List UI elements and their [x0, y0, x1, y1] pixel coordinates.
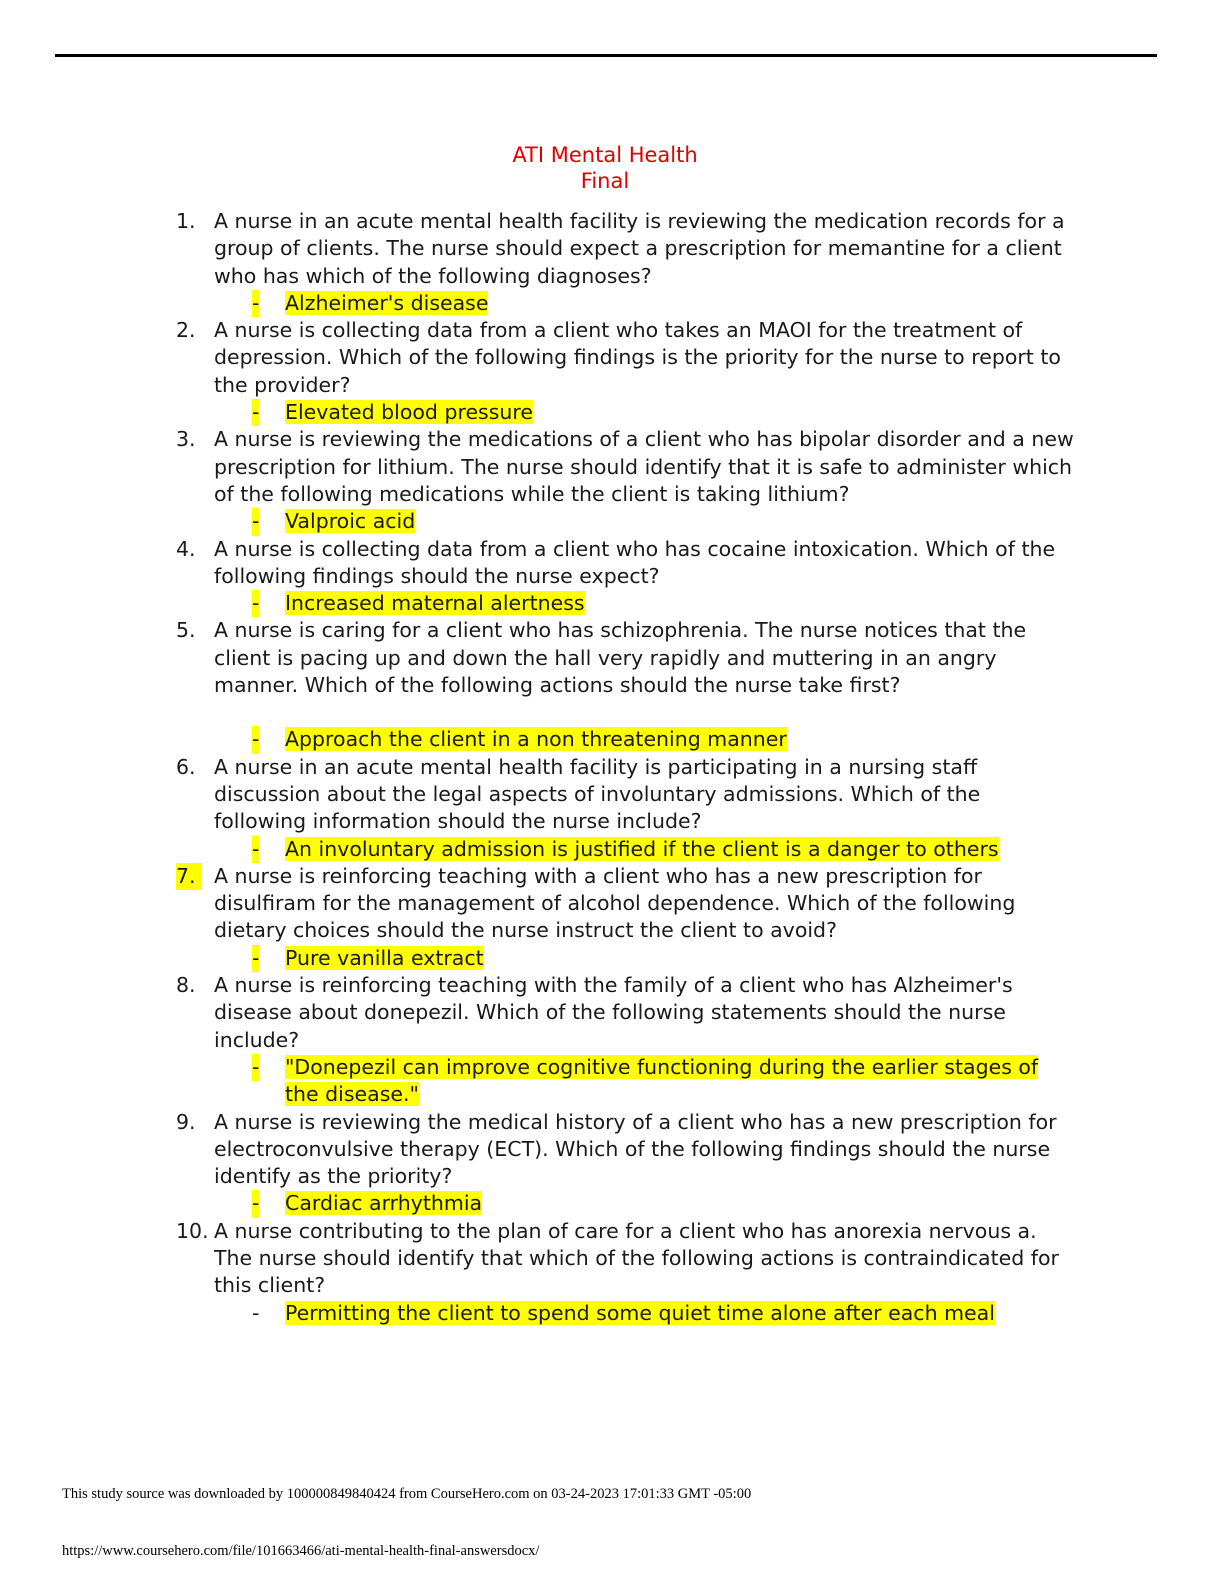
answer-9: [0, 1190, 1224, 1217]
question-number: 4.: [176, 536, 196, 561]
answer-4: [0, 590, 1224, 617]
answer-3: [0, 508, 1224, 535]
question-3: [0, 426, 1074, 508]
answer-10: [0, 1300, 1224, 1327]
document-subtitle: Final: [580, 169, 630, 193]
answer-text: Alzheimer's disease: [285, 290, 489, 315]
answer-text: Permitting the client to spend some quiet time alone after each meal: [285, 1300, 995, 1325]
question-number: 8.: [176, 973, 196, 998]
question-text: A nurse is reviewing the medications of a client who has bipolar disorder and a new prescription for lithium. The nurse should identify that it is safe to administer which of the following medications while the client is taking lithium?: [214, 427, 1074, 506]
answer-dash: -: [252, 836, 259, 863]
question-number: 7.: [176, 863, 202, 890]
question-text: A nurse is collecting data from a client who takes an MAOI for the treatment of depression. Which of the following findings is the priority for the nurse to report to the provider?: [214, 318, 1061, 397]
question-text: A nurse is reviewing the medical history of a client who has a new prescription for electroconvulsive therapy (ECT). Which of the following findings should the nurse identify as the priority?: [214, 1109, 1057, 1189]
question-text: A nurse is caring for a client who has schizophrenia. The nurse notices that the client is pacing up and down the hall very rapidly and muttering in an angry manner. Which of the following actions should the nurse take first?: [214, 618, 1027, 698]
answer-6: [0, 836, 1224, 863]
answer-dash: -: [252, 508, 259, 535]
question-2: [0, 317, 1074, 399]
source-url[interactable]: https://www.coursehero.com/file/101663466/ati-mental-health-final-answersdocx/: [62, 1543, 540, 1559]
question-7: [0, 863, 1074, 945]
top-rule: [55, 54, 1157, 57]
answer-dash: -: [252, 1190, 259, 1217]
answer-text: Valproic acid: [285, 509, 416, 534]
question-1: [0, 208, 1074, 290]
question-text: A nurse is collecting data from a client who has cocaine intoxication. Which of the following findings should the nurse expect?: [214, 536, 1056, 588]
question-6: [0, 754, 1074, 836]
question-number: 6.: [176, 754, 196, 779]
question-4: [0, 536, 1074, 591]
question-9: [0, 1109, 1074, 1191]
answer-text: Pure vanilla extract: [285, 945, 484, 970]
answer-7: [0, 945, 1224, 972]
answer-1: [0, 290, 1224, 317]
question-list: [0, 208, 1224, 1327]
question-number: 9.: [176, 1109, 196, 1134]
answer-dash: -: [252, 399, 259, 426]
answer-5: [0, 726, 1224, 753]
answer-text: Approach the client in a non threatening manner: [285, 727, 787, 752]
answer-dash: -: [252, 945, 259, 972]
answer-dash: -: [252, 290, 259, 317]
question-text: A nurse is reinforcing teaching with a client who has a new prescription for disulfiram for the management of alcohol dependence. Which of the following dietary choices should the nurse instruct the client to avoid?: [214, 863, 1016, 943]
download-note: This study source was downloaded by 100000849840424 from CourseHero.com on 03-24-2023 17:01:33 GMT -05:00: [62, 1486, 752, 1502]
answer-dash: -: [252, 726, 259, 753]
question-text: A nurse in an acute mental health facility is participating in a nursing staff discussion about the legal aspects of involuntary admissions. Which of the following information should the nurse include?: [214, 754, 981, 834]
question-5: [0, 617, 1074, 699]
question-number: 5.: [176, 618, 196, 643]
answer-dash: -: [252, 1300, 260, 1325]
answer-dash: -: [252, 590, 259, 617]
answer-dash: -: [252, 1054, 259, 1081]
answer-text: Increased maternal alertness: [285, 591, 585, 616]
document-title: ATI Mental Health: [512, 143, 698, 167]
question-text: A nurse in an acute mental health facility is reviewing the medication records for a group of clients. The nurse should expect a prescription for memantine for a client who has which of the following diagnoses?: [214, 209, 1065, 288]
answer-text: An involuntary admission is justified if the client is a danger to others: [285, 836, 999, 861]
answer-2: [0, 399, 1224, 426]
question-number: 3.: [176, 427, 196, 452]
answer-text: "Donepezil can improve cognitive functioning during the earlier stages of the disease.": [285, 1054, 1039, 1107]
question-number: 2.: [176, 318, 196, 343]
question-text: A nurse contributing to the plan of care for a client who has anorexia nervous a. The nurse should identify that which of the following actions is contraindicated for this client?: [214, 1218, 1059, 1298]
question-number: 1.: [176, 209, 196, 233]
question-text: A nurse is reinforcing teaching with the family of a client who has Alzheimer's disease about donepezil. Which of the following statements should the nurse include?: [214, 973, 1013, 1052]
answer-text: Elevated blood pressure: [285, 400, 534, 425]
question-number: 10.: [176, 1218, 209, 1243]
question-8: [0, 972, 1074, 1054]
answer-text: Cardiac arrhythmia: [285, 1191, 483, 1216]
question-10: [0, 1218, 1074, 1300]
answer-8: [0, 1054, 1045, 1109]
